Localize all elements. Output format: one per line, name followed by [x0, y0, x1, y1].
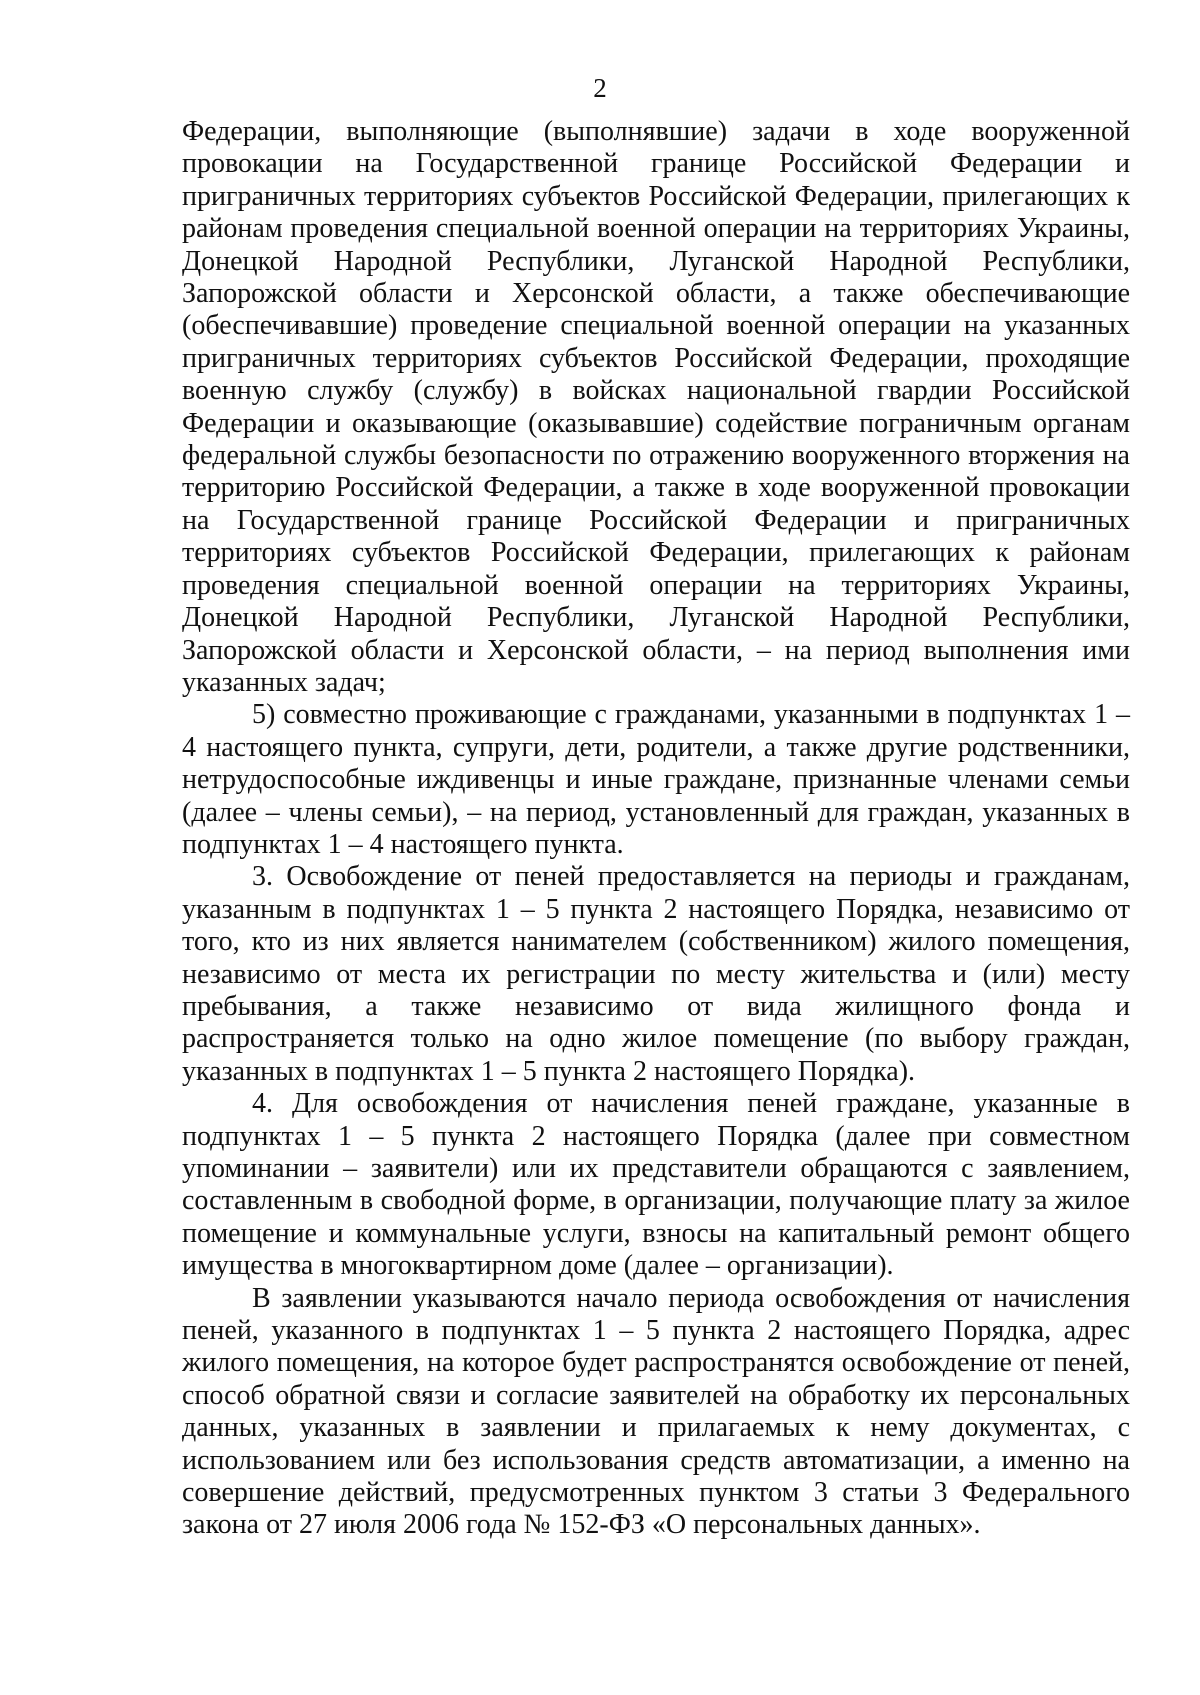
- paragraph-continuation: Федерации, выполняющие (выполнявшие) задачи в ходе вооруженной провокации на Государственной границе Российской Федерации и приграничных территориях субъектов Российской Федерации, прилегающих к районам проведения специальной военной операции на территориях Украины, Донецкой Народной Республики, Луганской Народной Республики, Запорожской области и Херсонской области, а также обеспечивающие (обеспечивавшие) проведение специальной военной операции на указанных приграничных территориях субъектов Российской Федерации, проходящие военную службу (службу) в войсках национальной гвардии Российской Федерации и оказывающие (оказывавшие) содействие пограничным органам федеральной службы безопасности по отражению вооруженного вторжения на территорию Российской Федерации, а также в ходе вооруженной провокации на Государственной границе Российской Федерации и приграничных территориях субъектов Российской Федерации, прилегающих к районам проведения специальной военной операции на территориях Украины, Донецкой Народной Республики, Луганской Народной Республики, Запорожской области и Херсонской области, – на период выполнения ими указанных задач;: [182, 116, 1130, 698]
- paragraph-item-3: 3. Освобождение от пеней предоставляется на периоды и гражданам, указанным в подпунктах 1 – 5 пункта 2 настоящего Порядка, независимо от того, кто из них является нанимателем (собственником) жилого помещения, независимо от места их регистрации по месту жительства и (или) месту пребывания, а также независимо от вида жилищного фонда и распространяется только на одно жилое помещение (по выбору граждан, указанных в подпунктах 1 – 5 пункта 2 настоящего Порядка).: [182, 861, 1130, 1087]
- paragraph-item-4: 4. Для освобождения от начисления пеней граждане, указанные в подпунктах 1 – 5 пункта 2 настоящего Порядка (далее при совместном упоминании – заявители) или их представители обращаются с заявлением, составленным в свободной форме, в организации, получающие плату за жилое помещение и коммунальные услуги, взносы на капитальный ремонт общего имущества в многоквартирном доме (далее – организации).: [182, 1088, 1130, 1282]
- document-body: [182, 116, 1130, 1542]
- paragraph-application-contents: В заявлении указываются начало периода освобождения от начисления пеней, указанного в подпунктах 1 – 5 пункта 2 настоящего Порядка, адрес жилого помещения, на которое будет распространятся освобождение от пеней, способ обратной связи и согласие заявителей на обработку их персональных данных, указанных в заявлении и прилагаемых к нему документах, с использованием или без использования средств автоматизации, а именно на совершение действий, предусмотренных пунктом 3 статьи 3 Федерального закона от 27 июля 2006 года № 152-ФЗ «О персональных данных».: [182, 1282, 1130, 1541]
- paragraph-subitem-5: 5) совместно проживающие с гражданами, указанными в подпунктах 1 – 4 настоящего пункта, супруги, дети, родители, а также другие родственники, нетрудоспособные иждивенцы и иные граждане, признанные членами семьи (далее – члены семьи), – на период, установленный для граждан, указанных в подпунктах 1 – 4 настоящего пункта.: [182, 699, 1130, 860]
- page-number: 2: [593, 73, 607, 103]
